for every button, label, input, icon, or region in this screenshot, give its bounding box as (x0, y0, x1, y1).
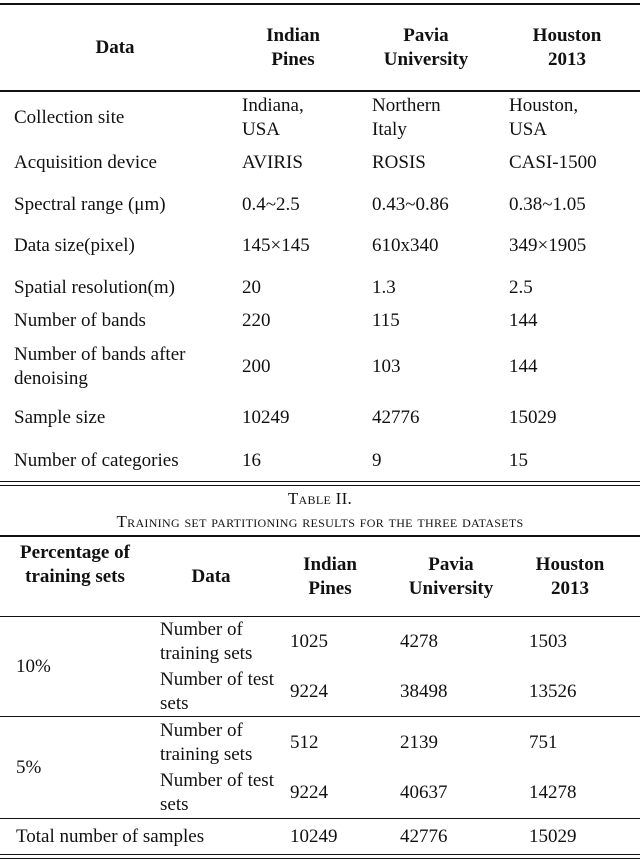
cell-indian-pines-test-5: 9224 (290, 782, 328, 803)
cell-pavia-data-size: 610x340 (372, 235, 439, 256)
cell-houston-training-10: 1503 (529, 631, 567, 652)
bottom-rule-1 (0, 854, 640, 855)
header-data: Data (95, 37, 135, 58)
cell-pavia-collection-site: Northern Italy (372, 95, 441, 140)
cell-houston-spatial-resolution: 2.5 (509, 277, 533, 298)
cell-pavia-training-10: 4278 (400, 631, 438, 652)
cell-houston-bands-after-denoising: 144 (509, 356, 538, 377)
row-label-bands-after-denoising: Number of bands after denoising (14, 344, 186, 389)
cell-indian-pines-data-size: 145×145 (242, 235, 310, 256)
row-label-spatial-resolution: Spatial resolution(m) (14, 277, 175, 298)
cell-pavia-training-5: 2139 (400, 732, 438, 753)
cell-indian-pines-bands-after-denoising: 200 (242, 356, 271, 377)
cell-indian-pines-acquisition-device: AVIRIS (242, 152, 303, 173)
top-rule (0, 3, 640, 5)
row-label-acquisition-device: Acquisition device (14, 152, 157, 173)
cell-houston-number-of-bands: 144 (509, 310, 538, 331)
cell-pavia-bands-after-denoising: 103 (372, 356, 401, 377)
cell-indian-pines-training-5: 512 (290, 732, 319, 753)
bottom-rule-2 (0, 858, 640, 859)
cell-indian-pines-collection-site: Indiana, USA (242, 95, 304, 140)
bottom-rule-1 (0, 481, 640, 482)
cell-pavia-spectral-range: 0.43~0.86 (372, 194, 449, 215)
top-rule (0, 535, 640, 537)
cell-indian-pines-total: 10249 (290, 826, 338, 847)
cell-indian-pines-test-10: 9224 (290, 681, 328, 702)
row-label-test-sets: Number of test sets (160, 669, 274, 714)
cell-pavia-number-of-categories: 9 (372, 450, 382, 471)
bottom-rule-2 (0, 485, 640, 486)
group-rule (0, 716, 640, 717)
header-indian-pines: Indian Pines (303, 554, 357, 599)
header-pavia-university: Pavia University (383, 25, 469, 70)
header-indian-pines: Indian Pines (266, 25, 320, 70)
cell-houston-data-size: 349×1905 (509, 235, 587, 256)
cell-houston-acquisition-device: CASI-1500 (509, 152, 597, 173)
row-label-collection-site: Collection site (14, 107, 125, 128)
cell-houston-test-5: 14278 (529, 782, 577, 803)
cell-pavia-total: 42776 (400, 826, 448, 847)
row-label-spectral-range: Spectral range (μm) (14, 194, 166, 215)
header-rule (0, 90, 640, 92)
group-percentage-5: 5% (16, 757, 42, 778)
cell-pavia-number-of-bands: 115 (372, 310, 400, 331)
cell-houston-total: 15029 (529, 826, 577, 847)
row-label-sample-size: Sample size (14, 407, 106, 428)
header-houston-2013: Houston 2013 (535, 554, 605, 599)
header-houston-2013: Houston 2013 (532, 25, 602, 70)
cell-indian-pines-spatial-resolution: 20 (242, 277, 261, 298)
cell-houston-number-of-categories: 15 (509, 450, 528, 471)
cell-houston-spectral-range: 0.38~1.05 (509, 194, 586, 215)
cell-houston-training-5: 751 (529, 732, 558, 753)
header-pavia-university: Pavia University (408, 554, 494, 599)
cell-pavia-acquisition-device: ROSIS (372, 152, 426, 173)
cell-pavia-test-5: 40637 (400, 782, 448, 803)
header-rule (0, 616, 640, 617)
cell-houston-test-10: 13526 (529, 681, 577, 702)
row-label-test-sets: Number of test sets (160, 770, 274, 815)
header-data: Data (191, 566, 231, 587)
cell-pavia-test-10: 38498 (400, 681, 448, 702)
group-percentage-10: 10% (16, 656, 51, 677)
row-label-total-samples: Total number of samples (16, 826, 205, 847)
cell-indian-pines-spectral-range: 0.4~2.5 (242, 194, 300, 215)
header-percentage-of-training-sets: Percentage of training sets (20, 542, 130, 587)
cell-houston-sample-size: 15029 (509, 407, 557, 428)
row-label-training-sets: Number of training sets (160, 720, 253, 765)
row-label-number-of-categories: Number of categories (14, 450, 179, 471)
cell-pavia-spatial-resolution: 1.3 (372, 277, 396, 298)
total-rule (0, 818, 640, 819)
row-label-training-sets: Number of training sets (160, 619, 253, 664)
cell-indian-pines-number-of-bands: 220 (242, 310, 271, 331)
row-label-number-of-bands: Number of bands (14, 310, 146, 331)
table-title: Training set partitioning results for the three datasets (116, 512, 524, 531)
table-label: Table II. (287, 489, 353, 508)
cell-indian-pines-sample-size: 10249 (242, 407, 290, 428)
cell-pavia-sample-size: 42776 (372, 407, 420, 428)
cell-indian-pines-training-10: 1025 (290, 631, 328, 652)
cell-indian-pines-number-of-categories: 16 (242, 450, 261, 471)
row-label-data-size: Data size(pixel) (14, 235, 135, 256)
cell-houston-collection-site: Houston, USA (509, 95, 579, 140)
